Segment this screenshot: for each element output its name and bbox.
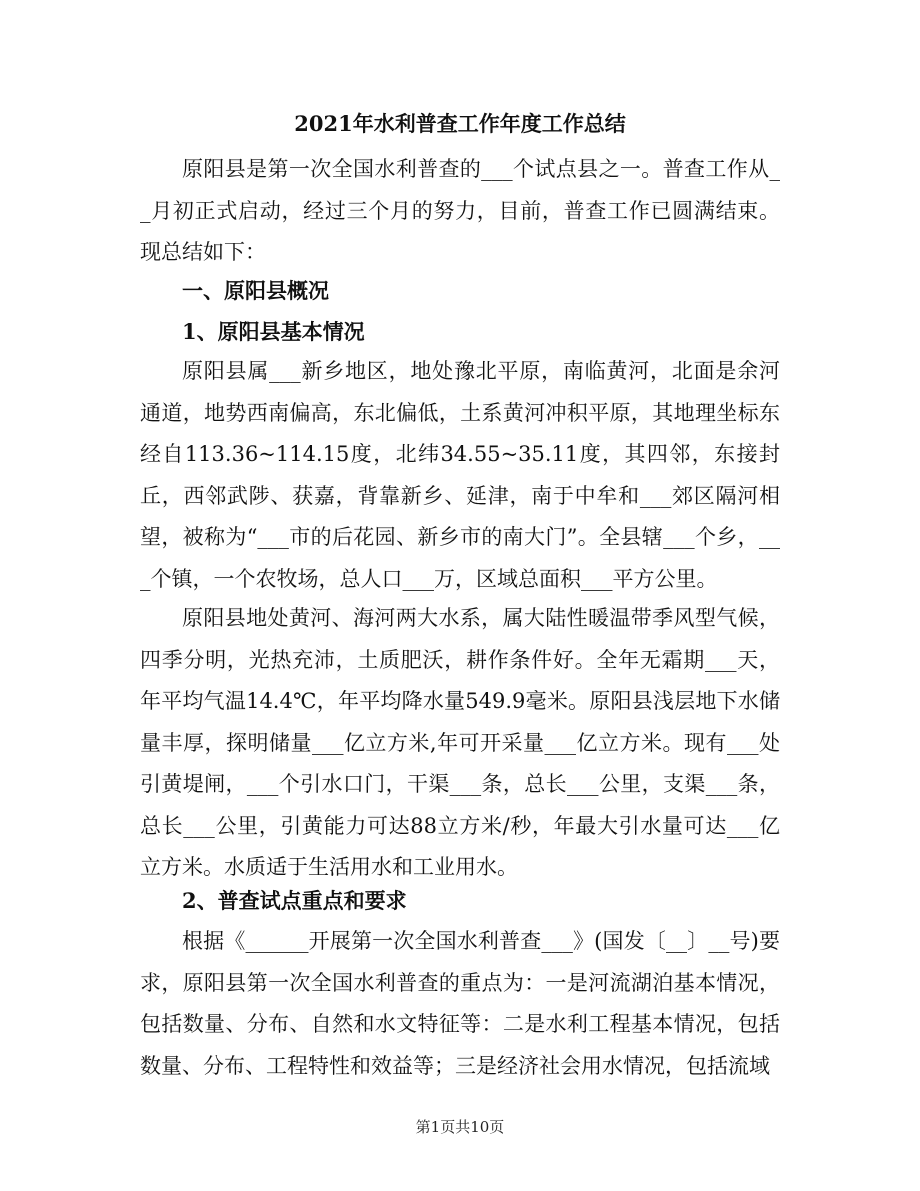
intro-paragraph: 原阳县是第一次全国水利普查的___个试点县之一。普查工作从__月初正式启动，经过三个月的努力，目前，普查工作已圆满结束。现总结如下： bbox=[140, 157, 780, 264]
document-title: 2021年水利普查工作年度工作总结 bbox=[294, 111, 626, 136]
intro-block bbox=[140, 149, 780, 274]
water-system-paragraph: 原阳县地处黄河、海河两大水系，属大陆性暖温带季风型气候，四季分明，光热充沛，土质肥沃，耕作条件好。全年无霜期___天，年平均气温14.4℃，年平均降水量549.9毫米。原阳县浅层地下水储量丰厚，探明储量___亿立方米,年可开采量___亿立方米。现有___处引黄堤闸，___个引水口门，干渠___条，总长___公里，支渠___条，总长___公里，引黄能力可达88立方米/秒，年最大引水量可达___亿立方米。水质适于生活用水和工业用水。 bbox=[140, 606, 780, 879]
focus-paragraph: 根据《______开展第一次全国水利普查___》(国发〔__〕__号)要求，原阳县第一次全国水利普查的重点为：一是河流湖泊基本情况，包括数量、分布、自然和水文特征等：二是水利工程基本情况，包括数量、分布、工程特性和效益等；三是经济社会用水情况，包括流域 bbox=[140, 929, 780, 1078]
section-heading-overview: 一、原阳县概况 bbox=[182, 278, 329, 303]
water-system-block bbox=[140, 598, 780, 889]
focus-block bbox=[140, 921, 780, 1087]
basic-info-paragraph: 原阳县属___新乡地区，地处豫北平原，南临黄河，北面是余河通道，地势西南偏高，东北偏低，土系黄河冲积平原，其地理坐标东经自113.36~114.15度，北纬34.55~35.11度，其四邻，东接封丘，西邻武陟、获嘉，背靠新乡、延津，南于中牟和___郊区隔河相望，被称为“___市的后花园、新乡市的南大门”。全县辖___个乡，___个镇，一个农牧场，总人口___万，区域总面积___平方公里。 bbox=[140, 359, 780, 591]
subsection-heading-focus: 2、普查试点重点和要求 bbox=[182, 888, 407, 913]
page-footer: 第1页共10页 bbox=[415, 1118, 505, 1136]
basic-info-block bbox=[140, 351, 780, 600]
subsection-heading-basic-info: 1、原阳县基本情况 bbox=[182, 319, 365, 344]
